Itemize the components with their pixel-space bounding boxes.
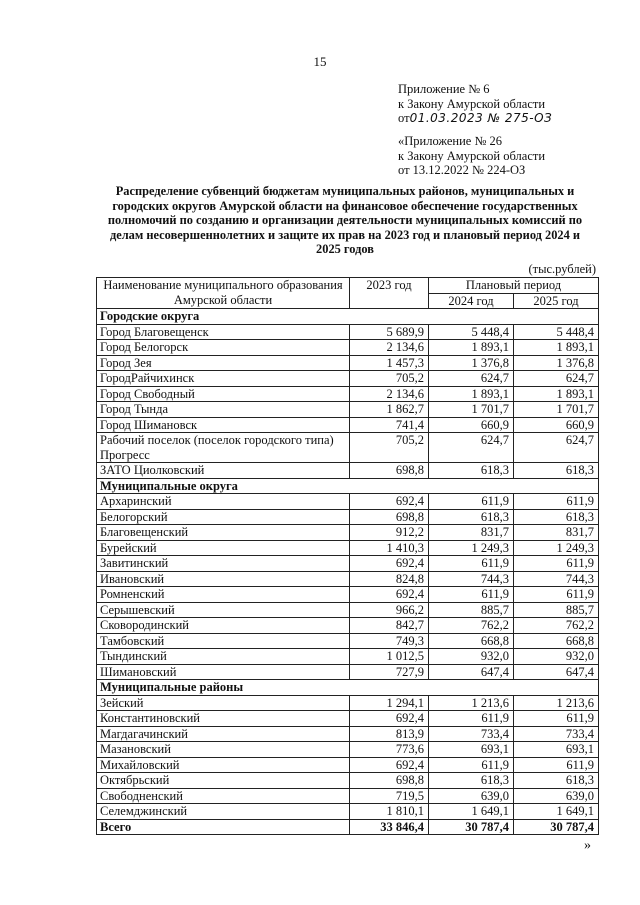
header-2024: 2024 год [429, 293, 514, 309]
municipality-name: Селемджинский [97, 804, 350, 820]
municipality-name: Рабочий поселок (поселок городского типа) Прогресс [97, 433, 350, 463]
value-2024: 611,9 [429, 757, 514, 773]
municipality-name: Завитинский [97, 556, 350, 572]
appendix-26-law: к Закону Амурской области [398, 148, 546, 163]
value-2025: 5 448,4 [514, 324, 599, 340]
appendix-6-title: Приложение № 6 [398, 82, 490, 96]
value-2023: 692,4 [350, 556, 429, 572]
value-2025: 618,3 [514, 773, 599, 789]
value-2024: 1 213,6 [429, 695, 514, 711]
value-2024: 744,3 [429, 571, 514, 587]
municipality-name: ЗАТО Циолковский [97, 463, 350, 479]
value-2025: 660,9 [514, 417, 599, 433]
value-2024: 831,7 [429, 525, 514, 541]
value-2024: 618,3 [429, 509, 514, 525]
municipality-name: Михайловский [97, 757, 350, 773]
municipality-name: Ромненский [97, 587, 350, 603]
value-2024: 1 893,1 [429, 386, 514, 402]
table-row [97, 804, 599, 820]
value-2023: 1 410,3 [350, 540, 429, 556]
table-row [97, 664, 599, 680]
value-2025: 1 649,1 [514, 804, 599, 820]
municipality-name: Архаринский [97, 494, 350, 510]
value-2025: 611,9 [514, 556, 599, 572]
document-title: Распределение субвенций бюджетам муниципальных районов, муниципальных и городских округов Амурской области на финансовое обеспечение государственных полномочий по созданию и организации деятельности муниципальных комиссий по делам несовершеннолетних и защите их прав на 2023 год и плановый период 2024 и 2025 годов [107, 184, 583, 257]
closing-quote: » [584, 838, 591, 853]
table-row [97, 433, 599, 463]
value-2024: 693,1 [429, 742, 514, 758]
value-2025: 611,9 [514, 757, 599, 773]
appendix-6-from: от [398, 111, 410, 125]
municipality-name: Свободненский [97, 788, 350, 804]
total-row [97, 819, 599, 835]
table-row [97, 633, 599, 649]
value-2025: 1 893,1 [514, 386, 599, 402]
value-2024: 885,7 [429, 602, 514, 618]
municipality-name: Серышевский [97, 602, 350, 618]
value-2023: 692,4 [350, 711, 429, 727]
municipality-name: Октябрьский [97, 773, 350, 789]
value-2023: 705,2 [350, 433, 429, 463]
table-row [97, 571, 599, 587]
value-2023: 773,6 [350, 742, 429, 758]
value-2023: 692,4 [350, 494, 429, 510]
value-2024: 639,0 [429, 788, 514, 804]
value-2024: 647,4 [429, 664, 514, 680]
value-2025: 624,7 [514, 433, 599, 463]
value-2025: 1 376,8 [514, 355, 599, 371]
table-row [97, 340, 599, 356]
value-2025: 1 213,6 [514, 695, 599, 711]
municipality-name: Мазановский [97, 742, 350, 758]
table-row [97, 509, 599, 525]
municipality-name: Город Зея [97, 355, 350, 371]
municipality-name: Шимановский [97, 664, 350, 680]
group-title: Муниципальные округа [97, 478, 599, 494]
municipality-name: Константиновский [97, 711, 350, 727]
header-name: Наименование муниципального образования Амурской области [97, 278, 350, 309]
value-2025: 668,8 [514, 633, 599, 649]
table-row [97, 695, 599, 711]
value-2023: 705,2 [350, 371, 429, 387]
table-row [97, 525, 599, 541]
value-2025: 611,9 [514, 587, 599, 603]
appendix-26-date: от 13.12.2022 № 224-ОЗ [398, 163, 526, 177]
municipality-name: ГородРайчихинск [97, 371, 350, 387]
municipality-name: Город Благовещенск [97, 324, 350, 340]
municipality-name: Тындинский [97, 649, 350, 665]
value-2023: 727,9 [350, 664, 429, 680]
value-2023: 698,8 [350, 509, 429, 525]
value-2024: 611,9 [429, 494, 514, 510]
value-2024: 762,2 [429, 618, 514, 634]
table-row [97, 556, 599, 572]
appendix-26-title: «Приложение № 26 [398, 134, 503, 148]
value-2023: 5 689,9 [350, 324, 429, 340]
value-2025: 624,7 [514, 371, 599, 387]
municipality-name: Ивановский [97, 571, 350, 587]
table-row [97, 587, 599, 603]
table-row [97, 602, 599, 618]
value-2025: 885,7 [514, 602, 599, 618]
table-row [97, 788, 599, 804]
page-number: 15 [313, 54, 327, 69]
value-2023: 966,2 [350, 602, 429, 618]
value-2024: 611,9 [429, 587, 514, 603]
value-2025: 762,2 [514, 618, 599, 634]
municipality-name: Город Свободный [97, 386, 350, 402]
table-row [97, 355, 599, 371]
value-2025: 618,3 [514, 463, 599, 479]
value-2024: 624,7 [429, 433, 514, 463]
group-header-row [97, 309, 599, 325]
handwritten-date-number: 01.03.2023 № 275-ОЗ [409, 111, 553, 125]
value-2024: 1 701,7 [429, 402, 514, 418]
value-2023: 1 862,7 [350, 402, 429, 418]
value-2025: 611,9 [514, 494, 599, 510]
value-2023: 692,4 [350, 587, 429, 603]
value-2025: 1 893,1 [514, 340, 599, 356]
value-2024: 611,9 [429, 556, 514, 572]
value-2023: 2 134,6 [350, 386, 429, 402]
value-2023: 1 457,3 [350, 355, 429, 371]
table-row [97, 757, 599, 773]
table-row [97, 402, 599, 418]
value-2024: 624,7 [429, 371, 514, 387]
municipality-name: Город Белогорск [97, 340, 350, 356]
value-2023: 741,4 [350, 417, 429, 433]
total-label: Всего [97, 819, 350, 835]
value-2025: 831,7 [514, 525, 599, 541]
table-row [97, 649, 599, 665]
value-2025: 647,4 [514, 664, 599, 680]
municipality-name: Бурейский [97, 540, 350, 556]
value-2024: 1 376,8 [429, 355, 514, 371]
value-2025: 744,3 [514, 571, 599, 587]
value-2024: 1 249,3 [429, 540, 514, 556]
value-2024: 618,3 [429, 773, 514, 789]
value-2023: 1 012,5 [350, 649, 429, 665]
total-2024: 30 787,4 [429, 819, 514, 835]
appendix-6-block [398, 82, 552, 126]
table-row [97, 742, 599, 758]
table-row [97, 711, 599, 727]
municipality-name: Город Шимановск [97, 417, 350, 433]
value-2024: 660,9 [429, 417, 514, 433]
value-2025: 693,1 [514, 742, 599, 758]
group-title: Городские округа [97, 309, 599, 325]
municipality-name: Город Тында [97, 402, 350, 418]
subvention-table [96, 277, 599, 835]
value-2025: 639,0 [514, 788, 599, 804]
value-2024: 618,3 [429, 463, 514, 479]
value-2023: 698,8 [350, 463, 429, 479]
table-body [97, 309, 599, 835]
municipality-name: Сковородинский [97, 618, 350, 634]
value-2023: 698,8 [350, 773, 429, 789]
value-2025: 733,4 [514, 726, 599, 742]
value-2023: 912,2 [350, 525, 429, 541]
header-planned-period: Плановый период [429, 278, 599, 294]
table-row [97, 773, 599, 789]
value-2024: 733,4 [429, 726, 514, 742]
value-2023: 692,4 [350, 757, 429, 773]
table-row [97, 618, 599, 634]
value-2023: 749,3 [350, 633, 429, 649]
total-2025: 30 787,4 [514, 819, 599, 835]
value-2023: 719,5 [350, 788, 429, 804]
table-row [97, 417, 599, 433]
value-2024: 5 448,4 [429, 324, 514, 340]
value-2023: 1 810,1 [350, 804, 429, 820]
table-row [97, 463, 599, 479]
value-2025: 932,0 [514, 649, 599, 665]
table-row [97, 371, 599, 387]
value-2025: 611,9 [514, 711, 599, 727]
appendix-6-law: к Закону Амурской области [398, 96, 546, 111]
header-2023: 2023 год [350, 278, 429, 309]
unit-label: (тыс.рублей) [528, 262, 596, 276]
value-2024: 611,9 [429, 711, 514, 727]
value-2024: 1 893,1 [429, 340, 514, 356]
header-2025: 2025 год [514, 293, 599, 309]
municipality-name: Зейский [97, 695, 350, 711]
municipality-name: Белогорский [97, 509, 350, 525]
table-row [97, 494, 599, 510]
value-2023: 842,7 [350, 618, 429, 634]
value-2025: 1 249,3 [514, 540, 599, 556]
total-2023: 33 846,4 [350, 819, 429, 835]
table-row [97, 726, 599, 742]
municipality-name: Магдагачинский [97, 726, 350, 742]
value-2023: 813,9 [350, 726, 429, 742]
table-row [97, 386, 599, 402]
value-2023: 1 294,1 [350, 695, 429, 711]
table-row [97, 324, 599, 340]
value-2025: 618,3 [514, 509, 599, 525]
value-2023: 2 134,6 [350, 340, 429, 356]
municipality-name: Тамбовский [97, 633, 350, 649]
value-2024: 1 649,1 [429, 804, 514, 820]
municipality-name: Благовещенский [97, 525, 350, 541]
group-header-row [97, 680, 599, 696]
appendix-6-date-line [398, 111, 552, 126]
value-2024: 932,0 [429, 649, 514, 665]
appendix-26-block [398, 134, 545, 178]
table-row [97, 540, 599, 556]
value-2025: 1 701,7 [514, 402, 599, 418]
group-title: Муниципальные районы [97, 680, 599, 696]
group-header-row [97, 478, 599, 494]
value-2023: 824,8 [350, 571, 429, 587]
value-2024: 668,8 [429, 633, 514, 649]
